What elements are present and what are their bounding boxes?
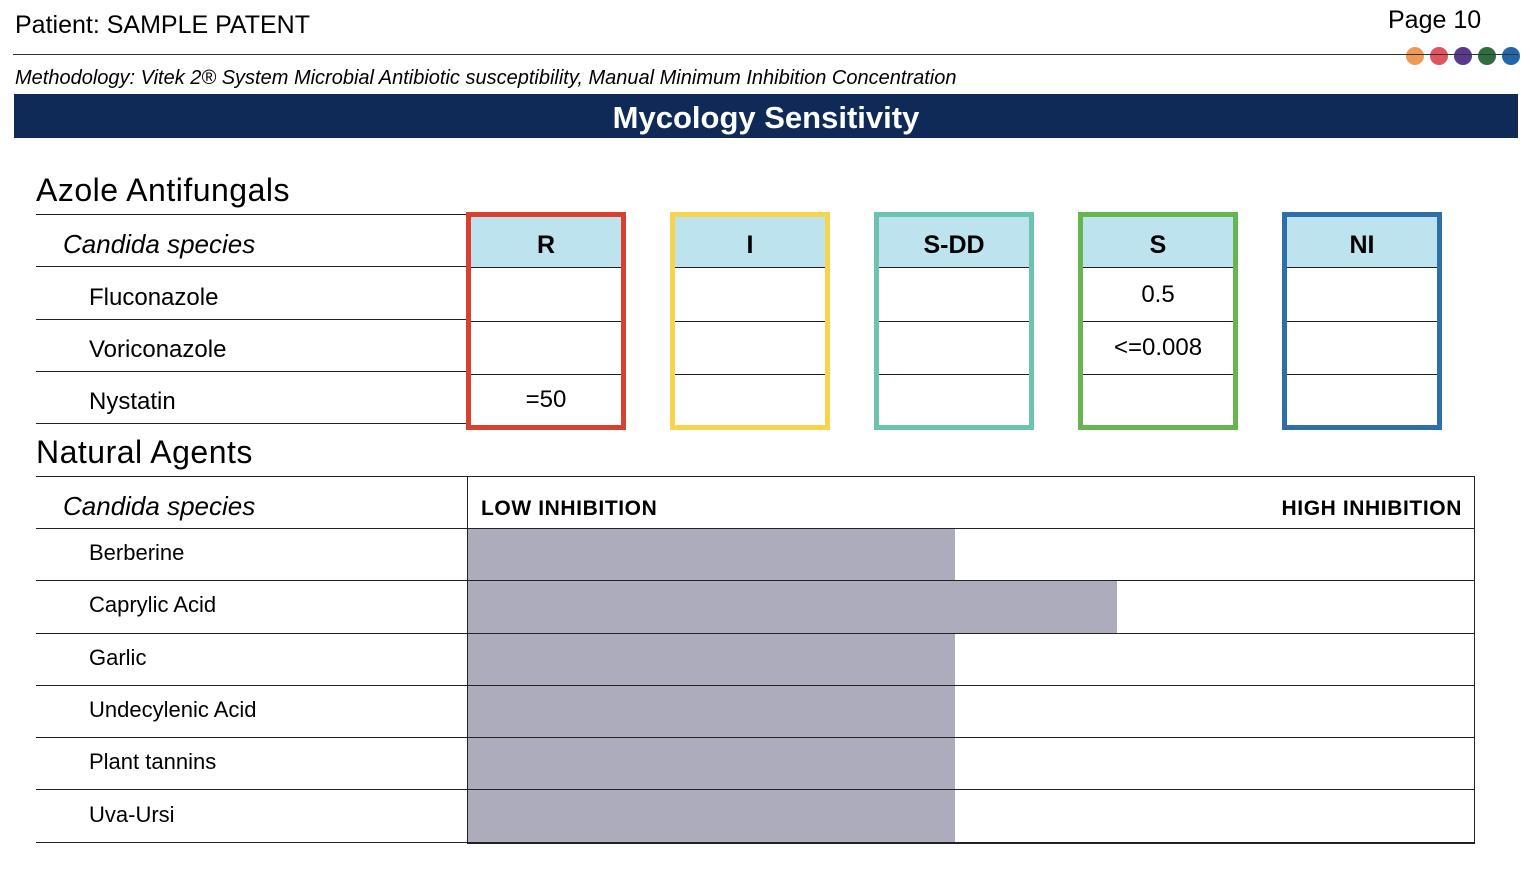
result-cell (879, 374, 1029, 426)
inhibition-bar (468, 634, 955, 686)
column-header: I (675, 217, 825, 268)
brand-dot (1502, 47, 1520, 65)
column-header: NI (1287, 217, 1437, 268)
intermediate-column (670, 212, 830, 430)
agent-label: Uva-Ursi (89, 802, 175, 827)
result-cell (1287, 269, 1437, 322)
inhibition-bar (468, 581, 1117, 633)
agent-label: Berberine (89, 540, 185, 565)
brand-dot (1478, 47, 1496, 65)
table-divider (36, 633, 1474, 634)
table-divider (36, 423, 466, 424)
result-cell (471, 322, 621, 375)
natural-section-title: Natural Agents (36, 434, 253, 470)
result-cell: <=0.008 (1083, 322, 1233, 375)
column-header: R (471, 217, 621, 268)
agent-label: Caprylic Acid (89, 592, 217, 617)
result-cell (1287, 374, 1437, 426)
result-cell (471, 269, 621, 322)
brand-dot (1406, 47, 1424, 65)
inhibition-bar (468, 738, 955, 790)
not-interpreted-column (1282, 212, 1442, 430)
table-divider (36, 214, 466, 215)
patient-name: Patient: SAMPLE PATENT (15, 11, 311, 39)
table-divider (36, 580, 1474, 581)
brand-dots (1406, 47, 1526, 65)
agent-label: Undecylenic Acid (89, 697, 257, 722)
table-divider (36, 476, 468, 477)
azole-organism-header: Candida species (63, 229, 256, 259)
table-divider (36, 371, 466, 372)
table-divider (36, 319, 466, 320)
table-divider (36, 685, 1474, 686)
page-number: Page 10 (1388, 6, 1482, 34)
header-divider (13, 54, 1518, 55)
result-cell (675, 322, 825, 375)
azole-section-title: Azole Antifungals (36, 172, 290, 208)
natural-organism-header: Candida species (63, 491, 256, 521)
inhibition-bar (468, 686, 955, 738)
low-inhibition-label: LOW INHIBITION (481, 497, 658, 520)
agent-label: Garlic (89, 645, 147, 670)
brand-dot (1430, 47, 1448, 65)
result-cell: =50 (525, 386, 567, 413)
dose-dependent-column (874, 212, 1034, 430)
inhibition-bar (468, 529, 955, 581)
result-cell (1083, 374, 1233, 426)
result-cell (879, 322, 1029, 375)
high-inhibition-label: HIGH INHIBITION (1281, 497, 1462, 520)
table-divider (36, 737, 1474, 738)
table-divider (36, 842, 1474, 843)
result-cell: 0.5 (1083, 269, 1233, 322)
column-header: S (1083, 217, 1233, 268)
result-cell (675, 374, 825, 426)
drug-label: Nystatin (89, 388, 176, 415)
susceptible-column (1078, 212, 1238, 430)
methodology-note: Methodology: Vitek 2® System Microbial Antibiotic susceptibility, Manual Minimum Inhibition Concentration (15, 67, 957, 89)
agent-label: Plant tannins (89, 749, 217, 774)
drug-label: Fluconazole (89, 284, 219, 311)
column-header: S-DD (879, 217, 1029, 268)
table-divider (36, 528, 1474, 529)
table-divider (36, 789, 1474, 790)
result-cell (1287, 322, 1437, 375)
section-banner: Mycology Sensitivity (14, 94, 1518, 138)
brand-dot (1454, 47, 1472, 65)
table-divider (36, 266, 466, 267)
resistant-column (466, 212, 626, 430)
inhibition-bar (468, 790, 955, 842)
result-cell (675, 269, 825, 322)
drug-label: Voriconazole (89, 336, 227, 363)
result-cell (879, 269, 1029, 322)
